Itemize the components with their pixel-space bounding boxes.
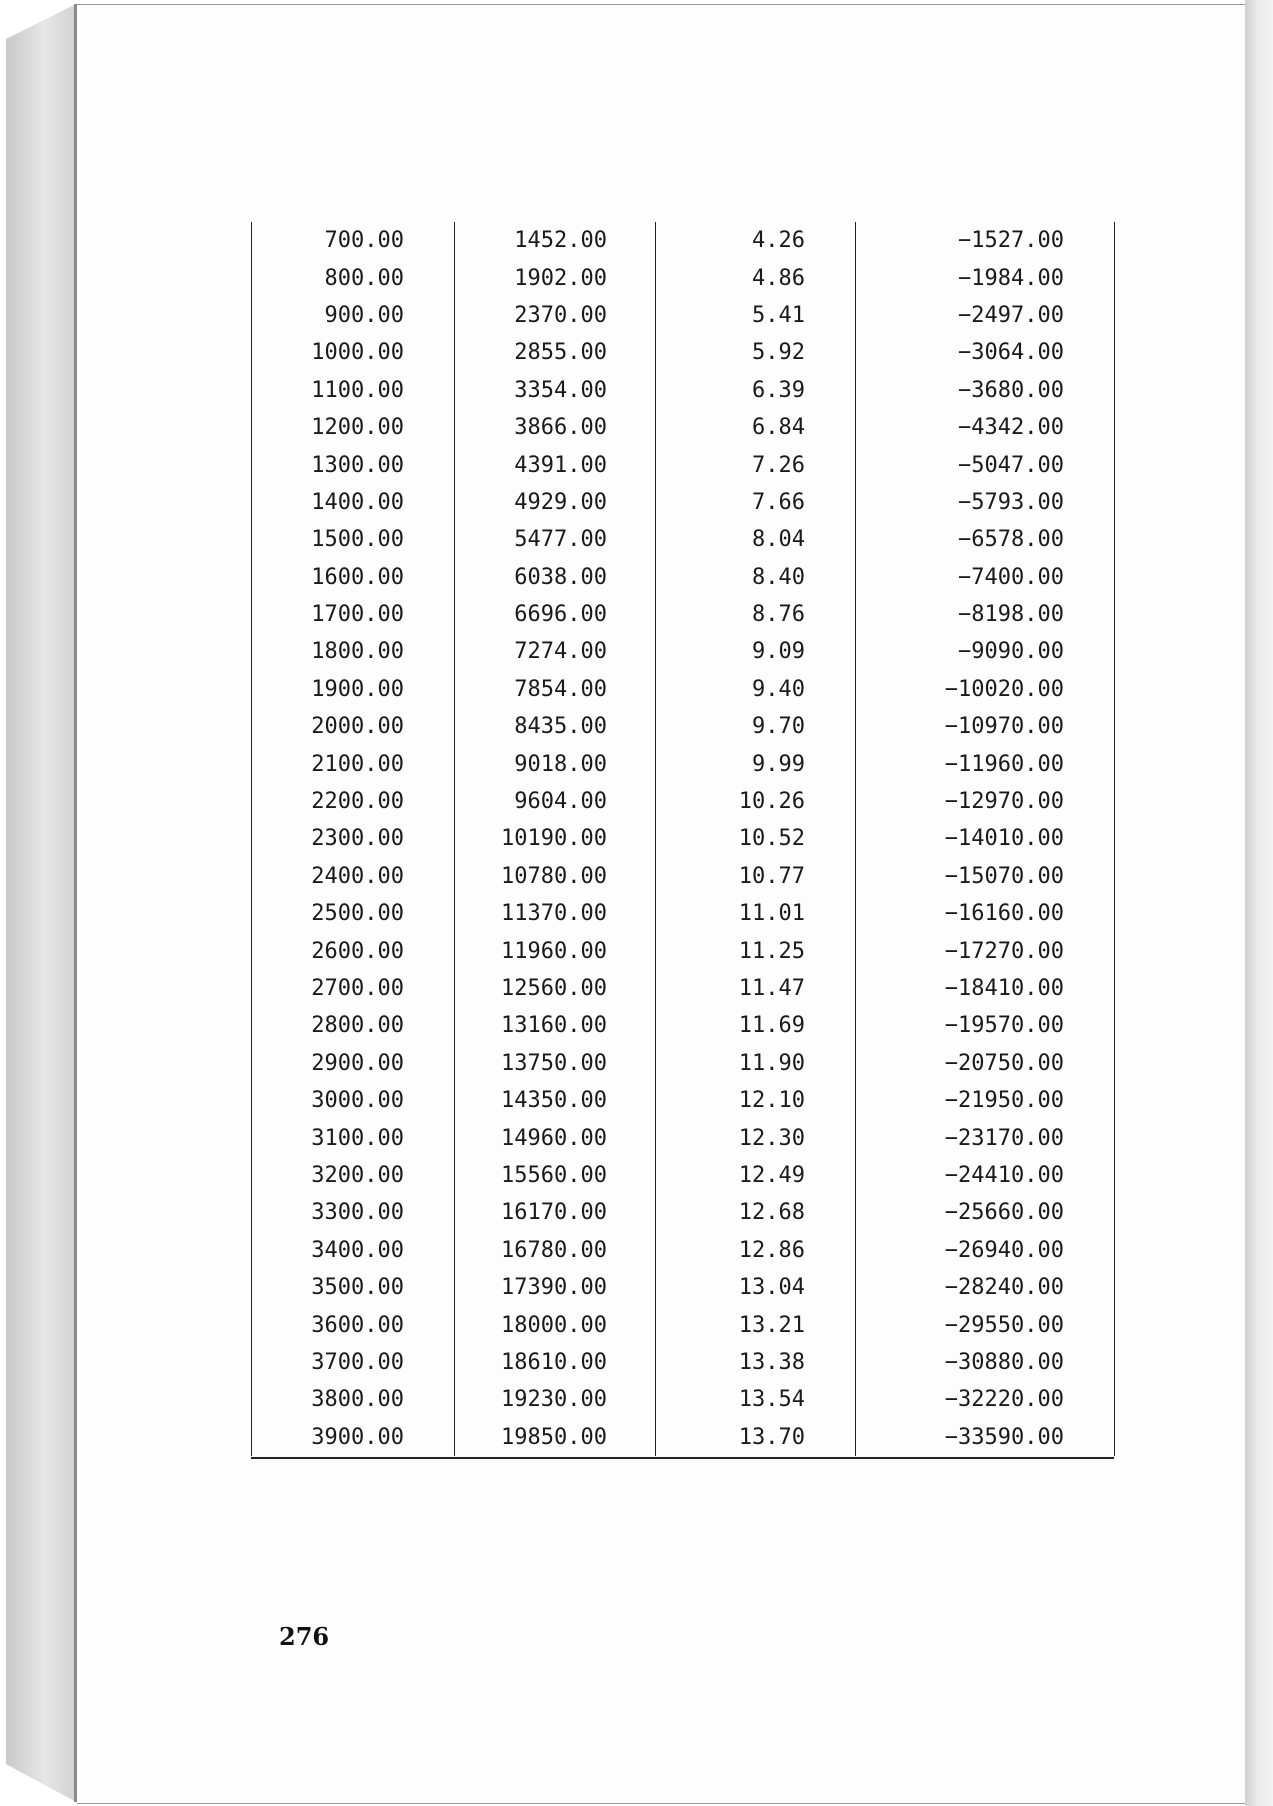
table-cell: −9090.00 <box>856 633 1115 670</box>
table-cell: −3680.00 <box>856 372 1115 409</box>
table-cell: 1000.00 <box>252 334 455 371</box>
table-row <box>252 1194 1115 1231</box>
table-row <box>252 446 1115 483</box>
table-cell: −5047.00 <box>856 446 1115 483</box>
table-row <box>252 521 1115 558</box>
table-cell: 3600.00 <box>252 1306 455 1343</box>
table-row <box>252 1119 1115 1156</box>
data-table-container <box>251 222 1114 1459</box>
table-cell: 2100.00 <box>252 745 455 782</box>
table-cell: 5477.00 <box>455 521 656 558</box>
table-cell: 8.04 <box>656 521 856 558</box>
table-cell: 3400.00 <box>252 1232 455 1269</box>
table-cell: 1100.00 <box>252 372 455 409</box>
table-row <box>252 222 1115 259</box>
table-cell: −7400.00 <box>856 559 1115 596</box>
table-cell: 2900.00 <box>252 1045 455 1082</box>
table-cell: −25660.00 <box>856 1194 1115 1231</box>
table-cell: 3900.00 <box>252 1419 455 1456</box>
table-row <box>252 932 1115 969</box>
table-cell: −10970.00 <box>856 708 1115 745</box>
table-cell: −21950.00 <box>856 1082 1115 1119</box>
table-row <box>252 484 1115 521</box>
table-cell: 4929.00 <box>455 484 656 521</box>
book-spine <box>6 4 76 1802</box>
table-row <box>252 259 1115 296</box>
table-cell: 6.39 <box>656 372 856 409</box>
table-cell: 7.66 <box>656 484 856 521</box>
page-edge-shadow <box>1245 0 1273 1806</box>
table-cell: 6038.00 <box>455 559 656 596</box>
table-row <box>252 409 1115 446</box>
table-cell: 19230.00 <box>455 1381 656 1418</box>
table-cell: 7854.00 <box>455 671 656 708</box>
table-cell: 3800.00 <box>252 1381 455 1418</box>
table-cell: −29550.00 <box>856 1306 1115 1343</box>
table-cell: 13.38 <box>656 1344 856 1381</box>
table-body <box>252 222 1115 1456</box>
table-cell: 10190.00 <box>455 820 656 857</box>
table-cell: 700.00 <box>252 222 455 259</box>
table-cell: −26940.00 <box>856 1232 1115 1269</box>
table-cell: 12.68 <box>656 1194 856 1231</box>
table-cell: 12.30 <box>656 1119 856 1156</box>
table-cell: −33590.00 <box>856 1419 1115 1456</box>
table-row <box>252 1082 1115 1119</box>
table-cell: 2800.00 <box>252 1007 455 1044</box>
table-cell: 18000.00 <box>455 1306 656 1343</box>
table-row <box>252 783 1115 820</box>
table-row <box>252 297 1115 334</box>
table-cell: 1800.00 <box>252 633 455 670</box>
table-cell: −1984.00 <box>856 259 1115 296</box>
table-cell: 16780.00 <box>455 1232 656 1269</box>
table-cell: 3700.00 <box>252 1344 455 1381</box>
table-cell: 3866.00 <box>455 409 656 446</box>
table-cell: 6696.00 <box>455 596 656 633</box>
table-cell: 17390.00 <box>455 1269 656 1306</box>
table-cell: 11.90 <box>656 1045 856 1082</box>
table-cell: 9018.00 <box>455 745 656 782</box>
table-cell: −4342.00 <box>856 409 1115 446</box>
table-cell: 3354.00 <box>455 372 656 409</box>
table-cell: 9.99 <box>656 745 856 782</box>
table-cell: 12560.00 <box>455 970 656 1007</box>
table-row <box>252 372 1115 409</box>
table-cell: 1500.00 <box>252 521 455 558</box>
table-cell: 12.86 <box>656 1232 856 1269</box>
table-row <box>252 671 1115 708</box>
table-cell: 3300.00 <box>252 1194 455 1231</box>
table-cell: 10.77 <box>656 858 856 895</box>
table-row <box>252 820 1115 857</box>
table-cell: 9.09 <box>656 633 856 670</box>
table-cell: 13750.00 <box>455 1045 656 1082</box>
table-cell: 2500.00 <box>252 895 455 932</box>
table-cell: 1400.00 <box>252 484 455 521</box>
table-cell: 4.86 <box>656 259 856 296</box>
table-cell: 15560.00 <box>455 1157 656 1194</box>
table-cell: 9.40 <box>656 671 856 708</box>
table-cell: 8.40 <box>656 559 856 596</box>
table-cell: −20750.00 <box>856 1045 1115 1082</box>
table-row <box>252 633 1115 670</box>
table-cell: 11.47 <box>656 970 856 1007</box>
table-cell: 10.52 <box>656 820 856 857</box>
table-cell: −19570.00 <box>856 1007 1115 1044</box>
table-cell: 11370.00 <box>455 895 656 932</box>
table-cell: 18610.00 <box>455 1344 656 1381</box>
table-cell: 2700.00 <box>252 970 455 1007</box>
table-row <box>252 334 1115 371</box>
table-row <box>252 1232 1115 1269</box>
table-cell: 1900.00 <box>252 671 455 708</box>
table-row <box>252 1419 1115 1456</box>
table-cell: 1902.00 <box>455 259 656 296</box>
table-cell: 2370.00 <box>455 297 656 334</box>
table-cell: 13.21 <box>656 1306 856 1343</box>
table-cell: 1600.00 <box>252 559 455 596</box>
table-cell: 9.70 <box>656 708 856 745</box>
table-row <box>252 858 1115 895</box>
table-cell: 13160.00 <box>455 1007 656 1044</box>
table-cell: 8.76 <box>656 596 856 633</box>
table-cell: 2855.00 <box>455 334 656 371</box>
table-cell: 19850.00 <box>455 1419 656 1456</box>
table-cell: −10020.00 <box>856 671 1115 708</box>
table-cell: −11960.00 <box>856 745 1115 782</box>
table-cell: −23170.00 <box>856 1119 1115 1156</box>
table-cell: 2200.00 <box>252 783 455 820</box>
table-row <box>252 1269 1115 1306</box>
table-cell: 12.49 <box>656 1157 856 1194</box>
table-row <box>252 1007 1115 1044</box>
table-row <box>252 1306 1115 1343</box>
table-cell: 3100.00 <box>252 1119 455 1156</box>
page-number: 276 <box>279 1622 330 1651</box>
table-cell: 13.54 <box>656 1381 856 1418</box>
table-cell: 9604.00 <box>455 783 656 820</box>
table-cell: 16170.00 <box>455 1194 656 1231</box>
table-cell: 3000.00 <box>252 1082 455 1119</box>
table-cell: 14960.00 <box>455 1119 656 1156</box>
table-row <box>252 1045 1115 1082</box>
table-cell: 2400.00 <box>252 858 455 895</box>
table-cell: 10780.00 <box>455 858 656 895</box>
table-cell: 12.10 <box>656 1082 856 1119</box>
table-row <box>252 745 1115 782</box>
table-row <box>252 1381 1115 1418</box>
table-cell: 4391.00 <box>455 446 656 483</box>
table-cell: 14350.00 <box>455 1082 656 1119</box>
table-cell: 3500.00 <box>252 1269 455 1306</box>
table-cell: −2497.00 <box>856 297 1115 334</box>
table-cell: 10.26 <box>656 783 856 820</box>
table-cell: 2600.00 <box>252 932 455 969</box>
table-cell: 5.41 <box>656 297 856 334</box>
table-row <box>252 1157 1115 1194</box>
table-cell: −18410.00 <box>856 970 1115 1007</box>
table-cell: 900.00 <box>252 297 455 334</box>
table-cell: −30880.00 <box>856 1344 1115 1381</box>
table-cell: 7274.00 <box>455 633 656 670</box>
table-cell: 11.25 <box>656 932 856 969</box>
table-cell: 1452.00 <box>455 222 656 259</box>
table-cell: −15070.00 <box>856 858 1115 895</box>
data-table <box>251 222 1115 1456</box>
table-row <box>252 559 1115 596</box>
table-cell: 4.26 <box>656 222 856 259</box>
table-cell: 5.92 <box>656 334 856 371</box>
table-cell: −28240.00 <box>856 1269 1115 1306</box>
table-cell: 13.04 <box>656 1269 856 1306</box>
table-row <box>252 596 1115 633</box>
table-cell: −12970.00 <box>856 783 1115 820</box>
table-cell: 2300.00 <box>252 820 455 857</box>
table-cell: 1200.00 <box>252 409 455 446</box>
table-row <box>252 970 1115 1007</box>
table-cell: −16160.00 <box>856 895 1115 932</box>
table-cell: −32220.00 <box>856 1381 1115 1418</box>
table-cell: 11.01 <box>656 895 856 932</box>
table-cell: 6.84 <box>656 409 856 446</box>
table-cell: 11.69 <box>656 1007 856 1044</box>
table-cell: 3200.00 <box>252 1157 455 1194</box>
table-cell: 7.26 <box>656 446 856 483</box>
table-cell: 800.00 <box>252 259 455 296</box>
table-cell: −5793.00 <box>856 484 1115 521</box>
table-cell: −24410.00 <box>856 1157 1115 1194</box>
table-cell: −17270.00 <box>856 932 1115 969</box>
table-cell: −8198.00 <box>856 596 1115 633</box>
table-cell: −6578.00 <box>856 521 1115 558</box>
table-bottom-rule <box>251 1457 1114 1459</box>
table-row <box>252 895 1115 932</box>
table-row <box>252 1344 1115 1381</box>
table-cell: 8435.00 <box>455 708 656 745</box>
table-cell: 1300.00 <box>252 446 455 483</box>
table-row <box>252 708 1115 745</box>
table-cell: −3064.00 <box>856 334 1115 371</box>
table-cell: −1527.00 <box>856 222 1115 259</box>
table-cell: −14010.00 <box>856 820 1115 857</box>
table-cell: 1700.00 <box>252 596 455 633</box>
table-cell: 11960.00 <box>455 932 656 969</box>
table-cell: 2000.00 <box>252 708 455 745</box>
table-cell: 13.70 <box>656 1419 856 1456</box>
